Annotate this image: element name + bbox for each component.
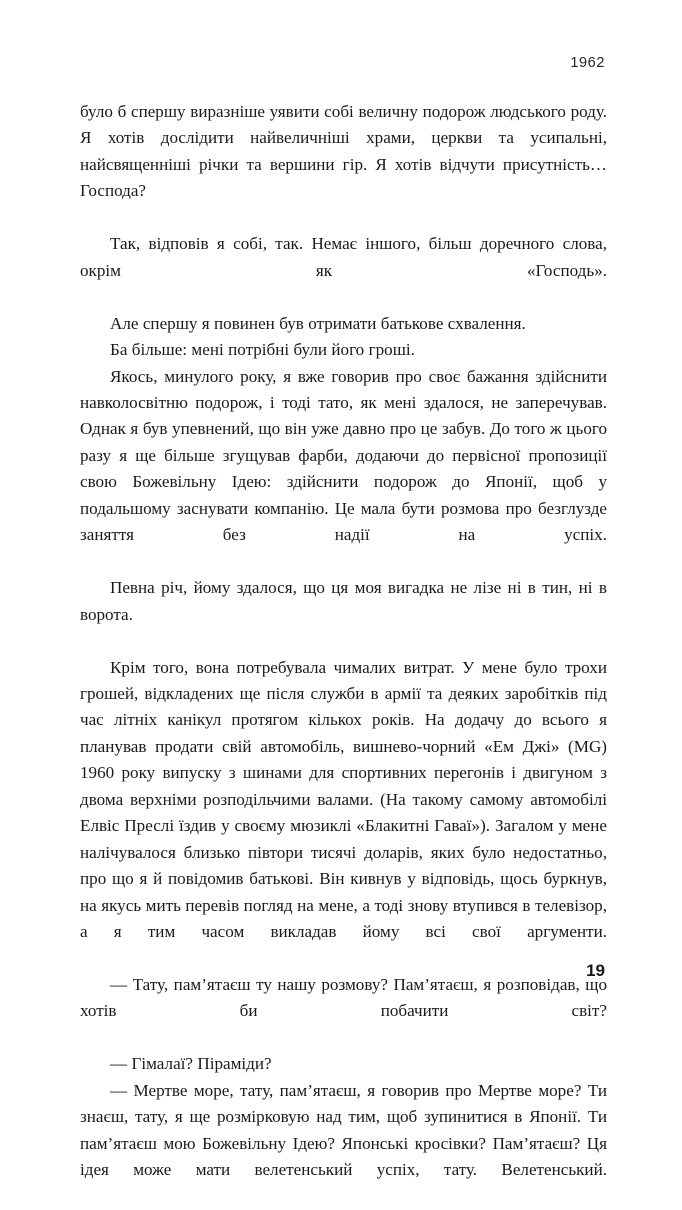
body-text-block [80,99,607,1210]
paragraph: було б спершу виразніше уявити собі величну подорож людського роду. Я хотів дослідити найвеличніші храми, церкви та усипальні, найсвященніші річки та вершини гір. Я хотів відчути присутність… Господа? [80,102,607,201]
paragraph: Певна річ, йому здалося, що ця моя вигадка не лізе ні в тин, ні в ворота. [80,578,607,624]
page-number: 19 [586,961,605,980]
dialogue-paragraph: — Гімалаї? Піраміди? [110,1054,272,1074]
paragraph: Але спершу я повинен був отримати батькове схвалення. [110,313,526,333]
paragraph: Так, відповів я собі, так. Немає іншого, більш доречного слова, окрім як «Господь». [80,234,607,280]
paragraph: Якось, минулого року, я вже говорив про своє бажання здійснити навколосвітню подорож, і тоді тато, як мені здалося, не заперечував. Однак я був упевнений, що він уже давно про це забув. До того ж цього разу я ще більше згущував фарби, додаючи до первісної пропозиції свою Божевільну Ідею: здійснити подорож до Японії, щоб у подальшому заснувати компанію. Це мала бути розмова про безглузде заняття без надії на успіх. [80,366,607,545]
paragraph: Крім того, вона потребувала чималих витрат. У мене було трохи грошей, відкладених ще після служби в армії та деяких заробітків під час літніх канікул протягом кількох років. На додачу до всього я планував продати свій автомобіль, вишнево-чорний «Ем Джі» (MG) 1960 року випуску з шинами для спортивних перегонів і двигуном з двома верхніми розподільчими валами. (На такому самому автомобілі Елвіс Преслі їздив у своєму мюзиклі «Блакитні Гаваї»). Загалом у мене налічувалося близько півтори тисячі доларів, яких було недостатньо, про що я й повідомив батькові. Він кивнув у відповідь, щось буркнув, на якусь мить перевів погляд на мене, а тоді знову втупився в телевізор, а я тим часом викладав йому всі свої аргументи. [80,657,607,942]
dialogue-paragraph: — Тату, пам’ятаєш ту нашу розмову? Пам’ятаєш, я розповідав, що хотів би побачити світ? [80,974,607,1021]
dialogue-paragraph: — Мертве море, тату, пам’ятаєш, я говорив про Мертве море? Ти знаєш, тату, я ще розмірковую над тим, щоб зупинитися в Японії. Ти пам’ятаєш мою Божевільну Ідею? Японські кросівки? Пам’ятаєш? Ця ідея може мати велетенський успіх, тату. Велетенський. [80,1080,607,1180]
running-head: 1962 [570,55,605,71]
paragraph: Ба більше: мені потрібні були його гроші. [110,340,415,360]
